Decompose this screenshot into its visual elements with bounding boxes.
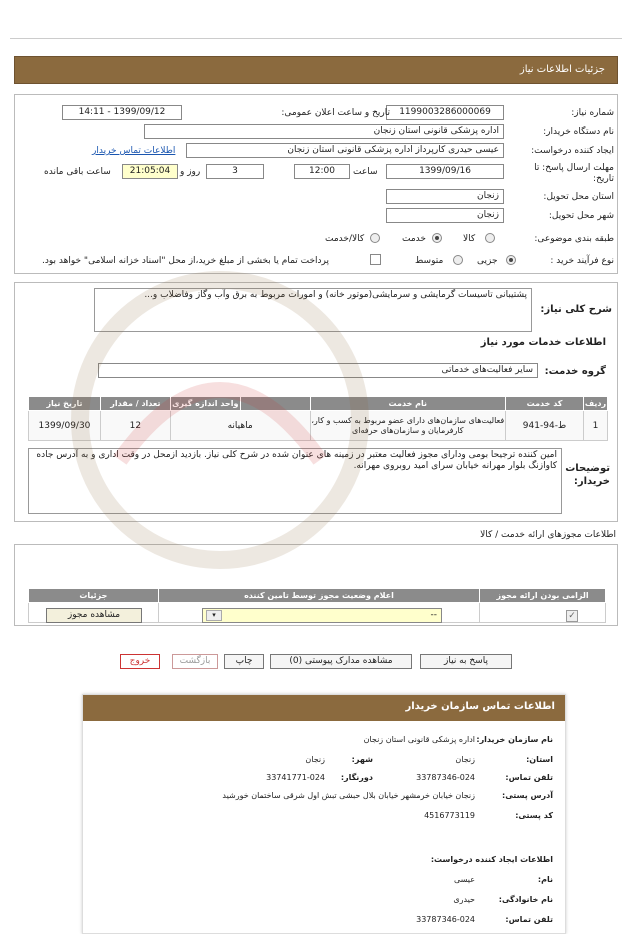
cell-service-name: فعالیت‌های سازمان‌های دارای عضو مربوط به کسب و کار، کارفرمایان و سازمان‌های حرفه‌ای xyxy=(310,411,506,441)
license-header-row xyxy=(29,589,606,603)
print-button[interactable]: چاپ xyxy=(224,654,264,669)
province-field: زنجان xyxy=(386,189,504,204)
category-both-label: کالا/خدمت xyxy=(325,234,365,244)
contact-card xyxy=(82,694,566,934)
contact-fax-value: 33741771-024 xyxy=(266,773,325,782)
services-header: اطلاعات خدمات مورد نیاز xyxy=(480,337,606,348)
creator-family-value: حیدری xyxy=(453,895,475,904)
col-service-name: نام خدمت xyxy=(310,397,506,411)
process-radio-minor[interactable] xyxy=(506,255,516,265)
license-col-details: جزئیات xyxy=(29,589,159,603)
contact-address-label: آدرس پستی: xyxy=(502,791,553,800)
contact-org-label: نام سازمان خریدار: xyxy=(476,735,553,744)
remaining-label: ساعت باقی مانده xyxy=(44,167,111,177)
cell-service-code: ط-94-941 xyxy=(506,411,584,441)
col-quantity: تعداد / مقدار xyxy=(100,397,170,411)
category-radio-both[interactable] xyxy=(370,233,380,243)
deadline-time-field: 12:00 xyxy=(294,164,350,179)
buyer-field: اداره پزشکی قانونی استان زنجان xyxy=(144,124,504,139)
deadline-time-label: ساعت xyxy=(353,167,378,177)
license-status-select[interactable]: -- xyxy=(202,608,442,623)
page-title: جزئیات اطلاعات نیاز xyxy=(519,64,605,75)
service-group-label: گروه خدمت: xyxy=(544,366,606,377)
creator-tel-label: تلفن تماس: xyxy=(505,915,553,924)
creator-name-value: عیسی xyxy=(454,875,475,884)
service-group-field: سایر فعالیت‌های خدماتی xyxy=(98,363,538,378)
contact-city-label: شهر: xyxy=(351,755,373,764)
col-service-code: کد خدمت xyxy=(506,397,584,411)
required-checkbox: ✓ xyxy=(566,610,578,622)
city-field: زنجان xyxy=(386,208,504,223)
page-title-bar xyxy=(14,56,618,84)
creator-tel-value: 33787346-024 xyxy=(416,915,475,924)
creator-label: ایجاد کننده درخواست: xyxy=(531,146,614,156)
description-field: پشتیبانی تاسیسات گرمایشی و سرمایشی(موتور خانه) و امورات مربوط به برق وآب وگاز وفاضلاب و... xyxy=(94,288,532,332)
exit-button[interactable]: خروج xyxy=(120,654,160,669)
contact-province-label: استان: xyxy=(526,755,553,764)
license-header: اطلاعات مجوزهای ارائه خدمت / کالا xyxy=(480,530,616,540)
buyer-notes-label: توضیحات خریدار: xyxy=(565,463,610,487)
deadline-label: مهلت ارسال پاسخ: تا تاریخ: xyxy=(534,163,614,184)
watermark-logo xyxy=(60,260,380,580)
category-radio-service[interactable] xyxy=(432,233,442,243)
license-required-cell xyxy=(480,603,606,623)
buyer-label: نام دستگاه خریدار: xyxy=(543,127,614,137)
creator-family-label: نام خانوادگی: xyxy=(498,895,553,904)
process-minor-label: جزیی xyxy=(477,256,498,266)
contact-postal-value: 4516773119 xyxy=(424,811,475,820)
col-row: ردیف xyxy=(583,397,607,411)
reply-button[interactable]: پاسخ به نیاز xyxy=(420,654,512,669)
chevron-down-icon[interactable]: ▾ xyxy=(206,610,222,621)
contact-postal-label: کد پستی: xyxy=(515,811,553,820)
category-goods-label: کالا xyxy=(463,234,476,244)
process-label: نوع فرآیند خرید : xyxy=(550,256,614,266)
license-col-status: اعلام وضعیت مجوز توسط تامین کننده xyxy=(158,589,479,603)
info-panel xyxy=(14,94,618,274)
need-number-field: 1199003286000069 xyxy=(386,105,504,120)
contact-phone-label: تلفن تماس: xyxy=(505,773,553,782)
license-col-required: الزامی بودن ارائه مجوز xyxy=(480,589,606,603)
cell-need-date: 1399/09/30 xyxy=(29,411,101,441)
process-radio-medium[interactable] xyxy=(453,255,463,265)
process-medium-label: متوسط xyxy=(415,256,444,266)
announce-label: تاریخ و ساعت اعلان عمومی: xyxy=(281,108,390,118)
contact-city-value: زنجان xyxy=(305,755,325,764)
creator-field: عیسی حیدری کارپرداز اداره پزشکی قانونی استان زنجان xyxy=(186,143,504,158)
announce-field: 1399/09/12 - 14:11 xyxy=(62,105,182,120)
cell-quantity: 12 xyxy=(100,411,170,441)
top-divider xyxy=(10,38,622,48)
cell-row: 1 xyxy=(583,411,607,441)
category-label: طبقه بندی موضوعی: xyxy=(534,234,614,244)
creator-info-header: اطلاعات ایجاد کننده درخواست: xyxy=(430,855,553,864)
need-number-label: شماره نیاز: xyxy=(571,108,614,118)
payment-note: پرداخت تمام یا بخشی از مبلغ خرید،از محل "اسناد خزانه اسلامی" خواهد بود. xyxy=(42,256,330,266)
col-unit: واحد اندازه گیری xyxy=(170,397,240,411)
view-license-button[interactable]: مشاهده مجوز xyxy=(46,608,142,623)
cell-unit: ماهیانه xyxy=(170,411,310,441)
col-need-date: تاریخ نیاز xyxy=(29,397,101,411)
remaining-time-field: 21:05:04 xyxy=(122,164,178,179)
back-button[interactable]: بازگشت xyxy=(172,654,218,669)
description-label: شرح کلی نیاز: xyxy=(540,304,612,315)
days-field: 3 xyxy=(206,164,264,179)
days-label: روز و xyxy=(180,167,201,177)
category-radio-goods[interactable] xyxy=(485,233,495,243)
city-label: شهر محل تحویل: xyxy=(548,211,614,221)
deadline-date-field: 1399/09/16 xyxy=(386,164,504,179)
contact-org-value: اداره پزشکی قانونی استان زنجان xyxy=(363,735,475,744)
contact-header: اطلاعات تماس سازمان خریدار xyxy=(83,695,565,721)
province-label: استان محل تحویل: xyxy=(543,192,614,202)
contact-phone-value: 33787346-024 xyxy=(416,773,475,782)
creator-name-label: نام: xyxy=(537,875,553,884)
view-attachments-button[interactable]: مشاهده مدارک پیوستی (0) xyxy=(270,654,412,669)
contact-fax-label: دورنگار: xyxy=(340,773,373,782)
contact-province-value: زنجان xyxy=(455,755,475,764)
contact-address-value: زنجان خیابان خرمشهر خیابان بلال حبشی تبش اول شرقی ساختمان خورشید xyxy=(222,791,475,800)
buyer-contact-link[interactable]: اطلاعات تماس خریدار xyxy=(92,146,176,156)
buyer-notes-field: امین کننده ترجیحا بومی ودارای مجوز فعالیت معتبر در زمینه های عنوان شده در شرح کلی نیاز. بازدید ازمحل در وقت اداری و به آدرس جاده کاوازنگ بلوار مهرانه خیابان سرای امید روبروی مهرانه. xyxy=(28,448,562,514)
category-service-label: خدمت xyxy=(402,234,426,244)
